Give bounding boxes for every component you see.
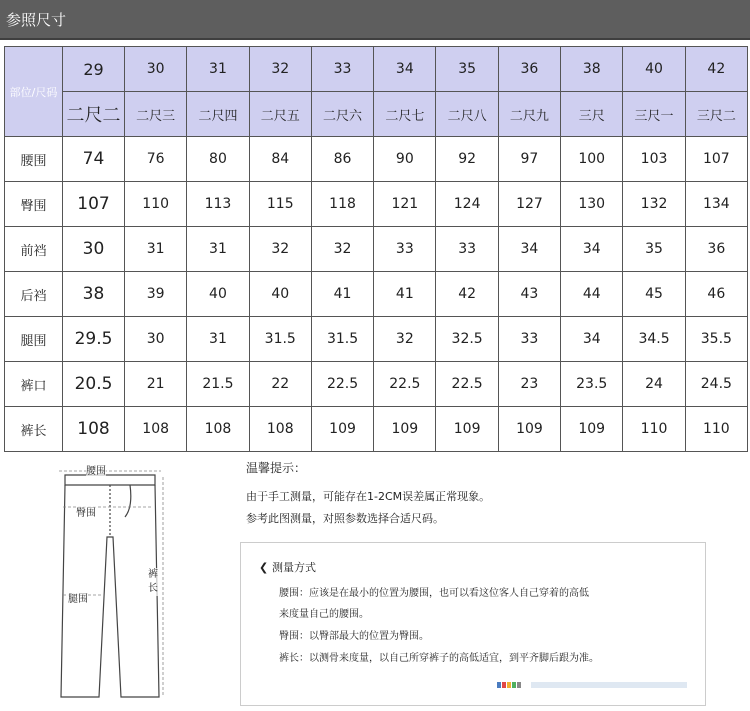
value-cell: 107 [63, 182, 125, 227]
value-cell: 34.5 [623, 317, 685, 362]
row-label: 裤口 [5, 362, 63, 407]
value-cell: 42 [436, 272, 498, 317]
length-cell: 三尺二 [685, 92, 747, 137]
size-cell: 29 [63, 47, 125, 92]
table-row [5, 272, 748, 317]
length-cell: 二尺九 [498, 92, 560, 137]
page-title: 参照尺寸 [6, 11, 67, 29]
value-cell: 21 [125, 362, 187, 407]
value-cell: 31.5 [249, 317, 311, 362]
value-cell: 110 [685, 407, 747, 452]
length-cell: 二尺六 [311, 92, 373, 137]
measure-length: 裤长：以测骨来度量，以自己所穿裤子的高低适宜，到平齐脚后跟为准。 [279, 653, 599, 664]
corner-label: 部位/尺码 [5, 47, 63, 137]
value-cell: 113 [187, 182, 249, 227]
title-bar [0, 0, 750, 40]
value-cell: 33 [498, 317, 560, 362]
value-cell: 29.5 [63, 317, 125, 362]
length-cell: 二尺八 [436, 92, 498, 137]
value-cell: 109 [374, 407, 436, 452]
value-cell: 41 [374, 272, 436, 317]
size-table [4, 46, 748, 452]
value-cell: 86 [311, 137, 373, 182]
value-cell: 34 [561, 317, 623, 362]
table-row [5, 137, 748, 182]
table-row [5, 227, 748, 272]
row-label: 前裆 [5, 227, 63, 272]
size-cell: 32 [249, 47, 311, 92]
diagram-length-label: 裤长 [148, 569, 158, 594]
tips-line-1: 由于手工测量，可能存在1-2CM误差属正常现象。 [246, 490, 491, 503]
value-cell: 127 [498, 182, 560, 227]
value-cell: 34 [561, 227, 623, 272]
value-cell: 31 [187, 317, 249, 362]
row-label: 裤长 [5, 407, 63, 452]
chevron-left-icon: ❮ [259, 561, 273, 574]
length-cell: 二尺四 [187, 92, 249, 137]
size-cell: 35 [436, 47, 498, 92]
value-cell: 130 [561, 182, 623, 227]
value-cell: 46 [685, 272, 747, 317]
measure-hip: 臀围：以臀部最大的位置为臀围。 [279, 631, 429, 642]
value-cell: 45 [623, 272, 685, 317]
value-cell: 92 [436, 137, 498, 182]
value-cell: 22 [249, 362, 311, 407]
tips-title: 温馨提示： [246, 461, 307, 475]
value-cell: 74 [63, 137, 125, 182]
size-cell: 34 [374, 47, 436, 92]
value-cell: 108 [187, 407, 249, 452]
value-cell: 109 [311, 407, 373, 452]
value-cell: 132 [623, 182, 685, 227]
table-row [5, 407, 748, 452]
value-cell: 40 [249, 272, 311, 317]
value-cell: 33 [374, 227, 436, 272]
value-cell: 20.5 [63, 362, 125, 407]
table-row [5, 182, 748, 227]
value-cell: 108 [249, 407, 311, 452]
value-cell: 22.5 [374, 362, 436, 407]
diagram-thigh-label: 腿围 [68, 590, 88, 605]
length-cell: 二尺五 [249, 92, 311, 137]
diagram-waist-label: 腰围 [86, 462, 106, 477]
value-cell: 33 [436, 227, 498, 272]
value-cell: 30 [125, 317, 187, 362]
value-cell: 21.5 [187, 362, 249, 407]
size-cell: 38 [561, 47, 623, 92]
value-cell: 108 [125, 407, 187, 452]
diagram-hip-label: 臀围 [76, 504, 96, 519]
color-dot [502, 682, 506, 688]
row-label: 腿围 [5, 317, 63, 362]
size-header-row [5, 47, 748, 92]
measure-title-text: 测量方式 [272, 561, 317, 574]
value-cell: 118 [311, 182, 373, 227]
value-cell: 110 [125, 182, 187, 227]
value-cell: 32 [249, 227, 311, 272]
size-cell: 30 [125, 47, 187, 92]
value-cell: 32 [311, 227, 373, 272]
value-cell: 36 [685, 227, 747, 272]
value-cell: 24.5 [685, 362, 747, 407]
progress-bar [531, 682, 687, 688]
value-cell: 110 [623, 407, 685, 452]
value-cell: 31.5 [311, 317, 373, 362]
value-cell: 109 [561, 407, 623, 452]
value-cell: 24 [623, 362, 685, 407]
color-dot [517, 682, 521, 688]
value-cell: 22.5 [311, 362, 373, 407]
value-cell: 80 [187, 137, 249, 182]
value-cell: 109 [436, 407, 498, 452]
value-cell: 97 [498, 137, 560, 182]
value-cell: 115 [249, 182, 311, 227]
row-label: 腰围 [5, 137, 63, 182]
measure-waist-cont: 来度量自己的腰围。 [279, 609, 369, 620]
length-cell: 二尺二 [63, 92, 125, 137]
value-cell: 22.5 [436, 362, 498, 407]
length-cell: 二尺七 [374, 92, 436, 137]
size-cell: 31 [187, 47, 249, 92]
value-cell: 23.5 [561, 362, 623, 407]
value-cell: 108 [63, 407, 125, 452]
color-dot [497, 682, 501, 688]
value-cell: 76 [125, 137, 187, 182]
length-header-row [5, 92, 748, 137]
value-cell: 107 [685, 137, 747, 182]
value-cell: 134 [685, 182, 747, 227]
value-cell: 124 [436, 182, 498, 227]
value-cell: 44 [561, 272, 623, 317]
value-cell: 109 [498, 407, 560, 452]
value-cell: 35 [623, 227, 685, 272]
measure-title [259, 559, 316, 575]
value-cell: 103 [623, 137, 685, 182]
length-cell: 三尺 [561, 92, 623, 137]
value-cell: 23 [498, 362, 560, 407]
length-cell: 二尺三 [125, 92, 187, 137]
value-cell: 30 [63, 227, 125, 272]
size-cell: 40 [623, 47, 685, 92]
value-cell: 38 [63, 272, 125, 317]
tips-line-2: 参考此图测量，对照参数选择合适尺码。 [246, 512, 444, 525]
table-row [5, 317, 748, 362]
length-cell: 三尺一 [623, 92, 685, 137]
size-cell: 42 [685, 47, 747, 92]
value-cell: 35.5 [685, 317, 747, 362]
table-row [5, 362, 748, 407]
value-cell: 31 [125, 227, 187, 272]
size-cell: 36 [498, 47, 560, 92]
color-dot [507, 682, 511, 688]
value-cell: 39 [125, 272, 187, 317]
measure-box [240, 542, 706, 706]
value-cell: 41 [311, 272, 373, 317]
value-cell: 31 [187, 227, 249, 272]
value-cell: 121 [374, 182, 436, 227]
value-cell: 100 [561, 137, 623, 182]
value-cell: 32.5 [436, 317, 498, 362]
value-cell: 40 [187, 272, 249, 317]
value-cell: 34 [498, 227, 560, 272]
value-cell: 90 [374, 137, 436, 182]
value-cell: 32 [374, 317, 436, 362]
size-cell: 33 [311, 47, 373, 92]
color-dot [512, 682, 516, 688]
row-label: 臀围 [5, 182, 63, 227]
value-cell: 84 [249, 137, 311, 182]
value-cell: 43 [498, 272, 560, 317]
measure-waist: 腰围：应该是在最小的位置为腰围，也可以看这位客人自己穿着的高低 [279, 588, 589, 599]
row-label: 后裆 [5, 272, 63, 317]
